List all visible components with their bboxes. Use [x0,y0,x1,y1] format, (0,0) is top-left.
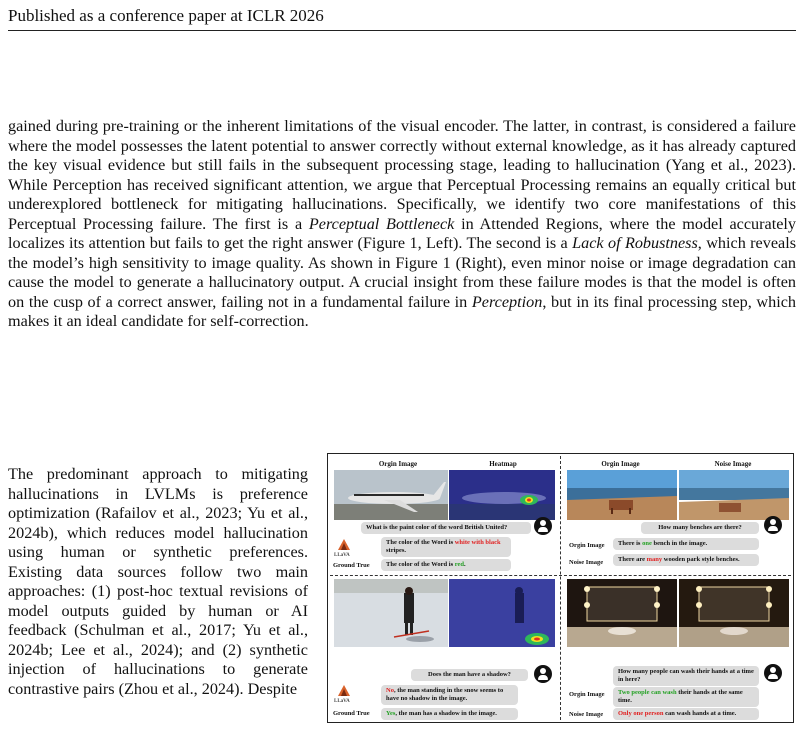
para1-seg-4: , which reveals the model’s high sensitivity to image quality. As shown in Figure 1 (Right), even minor noise or image degradation can cause the model to generate a hallucinatory output. A crucial insight from these failure modes is that the model is often on the cusp of a correct answer, failing not in a fundamental failure in [8,234,796,311]
bench-noise-image [679,470,789,520]
tl-gt-post: . [464,561,466,568]
tr-row1-post: bench in the image. [651,540,708,547]
tr-row2-post: wooden park style benches. [662,556,740,563]
tr-row1-highlight: one [642,540,652,547]
user-avatar-icon [764,664,782,682]
bl-gt-post: , the man has a shadow in the image. [395,710,497,717]
body-paragraph-2: The predominant approach to mitigating hallucinations in LVLMs is preference optimization (Rafailov et al., 2023; Yu et al., 2024b), which reduces model hallucination using human or synthetic preferences. Existing data sources follow two main approaches: (1) post-hoc textual revisions of model outputs guided by human or AI feedback (Schulman et al., 2017; Yu et al., 2024b; Lee et al., 2024); and (2) synthetic injection of hallucinations to generate contrastive pairs (Zhou et al., 2024). Despite [8,465,308,698]
tl-question-bubble: What is the paint color of the word British United? [361,522,531,534]
para1-seg-3: Lack of Robustness [572,234,698,252]
br-row2-highlight: Only one person [618,710,664,717]
para1-seg-2: in Attended Regions, where the model accurately localizes its attention but fails to get the right answer (Figure 1, Left). The second is a [8,214,796,252]
tr-row2-label: Noise Image [569,559,604,566]
bl-answer-highlight: No [386,687,394,694]
tl-gt-pre: The color of the Word is [386,561,455,568]
heatmap-image [449,470,555,520]
para1-seg-5: Perception [471,292,543,311]
bl-llava-label: LLaVA [334,699,350,704]
user-avatar-icon [534,665,552,683]
br-row1-label: Orgin Image [569,691,605,698]
bl-ground-true-label: Ground True [333,710,370,717]
snow-man-image [334,579,448,647]
airplane-image [334,470,448,520]
figure-1 [327,453,794,723]
tl-answer-post: stripes. [386,547,407,554]
para1-seg-1: Perceptual Bottleneck [308,214,455,233]
bl-answer-bubble [381,685,518,705]
tr-row2-pre: There are [618,556,647,563]
bl-question-bubble: Does the man have a shadow? [411,669,528,681]
bench-origin-image [567,470,677,520]
para1-seg-6: , but in its final processing step, which makes it an ideal candidate for self-correction. [8,292,796,330]
br-row2-bubble [613,708,759,720]
sink-origin-image [567,579,677,647]
tl-ground-true-label: Ground True [333,562,370,569]
llava-logo-icon [337,684,351,700]
tl-label-origin: Orgin Image [378,460,418,468]
br-row1-highlight: Two people can wash [618,689,677,696]
br-row2-post: can wash hands at a time. [663,710,737,717]
figure-horizontal-divider [330,575,791,576]
tl-answer-bubble [381,537,511,557]
running-header: Published as a conference paper at ICLR 2026 [8,6,324,25]
header-rule [8,30,796,31]
tr-label-origin: Orgin Image [601,460,640,468]
body-paragraph-1 [8,117,796,332]
tl-answer-highlight: white with black [454,539,501,546]
llava-logo-icon [337,538,351,554]
tl-answer-pre: The color of the Word is [386,539,455,546]
tl-llava-label: LLaVA [334,553,350,558]
bl-gt-highlight: Yes [386,710,396,717]
tr-question-bubble: How many benches are there? [641,522,759,534]
br-row2-label: Noise Image [569,711,604,718]
sink-noise-image [679,579,789,647]
user-avatar-icon [764,516,782,534]
para1-seg-0: gained during pre-training or the inherent limitations of the visual encoder. The latter, in contrast, is considered a failure where the model possesses the latent potential to answer correctly without external knowledge, as it has already captured the key visual evidence but still fails in the subsequent processing stage, leading to hallucination (Yang et al., 2023). While Perception has received significant attention, we argue that Perceptual Processing remains an equally critical but underexplored bottleneck for mitigating hallucinations. Specifically, we identify two core manifestations of this Perceptual Processing failure. The first is a [8,117,796,233]
tr-row1-bubble [613,538,759,550]
tr-row1-pre: There is [618,540,643,547]
bl-answer-post: , the man standing in the snow seems to have no shadow in the image. [386,687,504,702]
br-row1-post: their hands at the same time. [618,689,743,704]
tl-gt-bubble [381,559,511,571]
br-row1-bubble [613,687,759,707]
tr-label-noise: Noise Image [714,460,752,468]
snow-heatmap-image [449,579,555,647]
tr-row2-bubble [613,554,759,566]
tr-row2-highlight: many [646,556,663,563]
tl-label-heatmap: Heatmap [489,460,517,468]
tl-gt-highlight: red [454,561,465,568]
tr-row1-label: Orgin Image [569,542,605,549]
bl-gt-bubble [381,708,518,720]
br-question-bubble: How many people can wash their hands at a time in here? [613,666,759,686]
user-avatar-icon [534,517,552,535]
figure-vertical-divider [560,456,561,720]
